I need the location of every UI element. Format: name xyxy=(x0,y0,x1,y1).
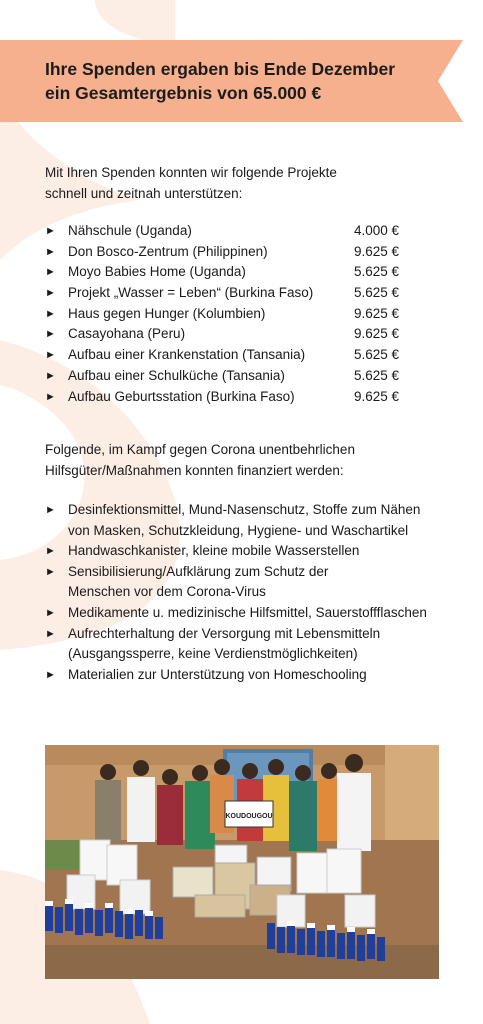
bullet-arrow-icon: ► xyxy=(45,369,56,382)
measure-text-line2: von Masken, Schutzkleidung, Hygiene- und Waschartikel xyxy=(68,522,409,538)
bullet-arrow-icon: ► xyxy=(45,245,56,258)
measure-text-line2: Menschen vor dem Corona-Virus xyxy=(68,584,266,600)
project-item xyxy=(45,283,410,304)
project-name: Haus gegen Hunger (Kolumbien) xyxy=(68,305,266,321)
project-list xyxy=(45,221,410,407)
project-amount: 5.625 € xyxy=(354,264,400,280)
project-name: Don Bosco-Zentrum (Philippinen) xyxy=(68,243,268,259)
measure-text-line1: Handwaschkanister, kleine mobile Wasserstellen xyxy=(68,543,360,559)
project-name: Aufbau einer Schulküche (Tansania) xyxy=(68,367,285,383)
banner-title-line1: Ihre Spenden ergaben bis Ende Dezember xyxy=(45,59,396,79)
project-item xyxy=(45,242,410,263)
measures-list xyxy=(45,500,465,685)
bullet-arrow-icon: ► xyxy=(45,565,56,578)
bullet-arrow-icon: ► xyxy=(45,504,56,516)
koudougou-sign-text: KOUDOUGOU xyxy=(225,813,273,820)
project-amount: 5.625 € xyxy=(354,347,400,363)
project-amount: 5.625 € xyxy=(354,367,400,383)
measure-text-line1: Sensibilisierung/Aufklärung zum Schutz der xyxy=(68,563,329,579)
project-amount: 9.625 € xyxy=(354,243,400,259)
projects-intro-line1: Mit Ihren Spenden konnten wir folgende Projekte xyxy=(45,165,337,180)
measure-item xyxy=(45,500,465,541)
project-item xyxy=(45,324,410,345)
project-amount: 9.625 € xyxy=(354,388,400,404)
measure-item xyxy=(45,541,465,562)
title-banner xyxy=(0,40,465,122)
donation-photo-illustration xyxy=(45,745,439,979)
measure-item xyxy=(45,603,465,624)
measure-text-line1: Medikamente u. medizinische Hilfsmittel, Sauerstoffflaschen xyxy=(68,604,427,620)
bullet-arrow-icon: ► xyxy=(45,349,56,362)
project-amount: 5.625 € xyxy=(354,285,400,301)
measure-text-line1: Aufrechterhaltung der Versorgung mit Lebensmitteln xyxy=(68,625,381,641)
bullet-arrow-icon: ► xyxy=(45,266,56,279)
project-name: Aufbau Geburtsstation (Burkina Faso) xyxy=(68,388,295,404)
bullet-arrow-icon: ► xyxy=(45,225,56,237)
measure-item xyxy=(45,562,465,603)
bullet-arrow-icon: ► xyxy=(45,307,56,320)
project-name: Aufbau einer Krankenstation (Tansania) xyxy=(68,347,306,363)
banner-title xyxy=(45,57,435,105)
banner-title-line2: ein Gesamtergebnis von 65.000 € xyxy=(45,83,322,103)
project-item xyxy=(45,345,410,366)
project-item xyxy=(45,221,410,242)
bullet-arrow-icon: ► xyxy=(45,390,56,403)
measures-intro xyxy=(45,439,465,481)
measure-item xyxy=(45,624,465,665)
project-amount: 9.625 € xyxy=(354,326,400,342)
project-item xyxy=(45,366,410,387)
bullet-arrow-icon: ► xyxy=(45,328,56,341)
donation-photo xyxy=(45,745,439,979)
projects-intro-line2: schnell und zeitnah unterstützen: xyxy=(45,186,243,201)
bullet-arrow-icon: ► xyxy=(45,606,56,619)
bullet-arrow-icon: ► xyxy=(45,668,56,681)
project-amount: 4.000 € xyxy=(354,223,400,238)
measures-intro-line2: Hilfsgüter/Maßnahmen konnten finanziert werden: xyxy=(45,463,344,478)
project-item xyxy=(45,262,410,283)
bullet-arrow-icon: ► xyxy=(45,287,56,300)
measures-intro-line1: Folgende, im Kampf gegen Corona unentbehrlichen xyxy=(45,442,355,457)
projects-intro xyxy=(45,162,445,204)
measure-item xyxy=(45,665,465,686)
project-item xyxy=(45,387,410,408)
project-name: Moyo Babies Home (Uganda) xyxy=(68,264,246,280)
bullet-arrow-icon: ► xyxy=(45,545,56,558)
project-name: Casayohana (Peru) xyxy=(68,326,186,342)
measure-text-line2: (Ausgangssperre, keine Verdienstmöglichkeiten) xyxy=(68,646,358,662)
project-amount: 9.625 € xyxy=(354,305,400,321)
project-item xyxy=(45,304,410,325)
project-name: Nähschule (Uganda) xyxy=(68,223,192,238)
measure-text-line1: Materialien zur Unterstützung von Homeschooling xyxy=(68,666,367,682)
project-name: Projekt „Wasser = Leben“ (Burkina Faso) xyxy=(68,285,314,301)
bullet-arrow-icon: ► xyxy=(45,627,56,640)
measure-text-line1: Desinfektionsmittel, Mund-Nasenschutz, Stoffe zum Nähen xyxy=(68,502,421,517)
